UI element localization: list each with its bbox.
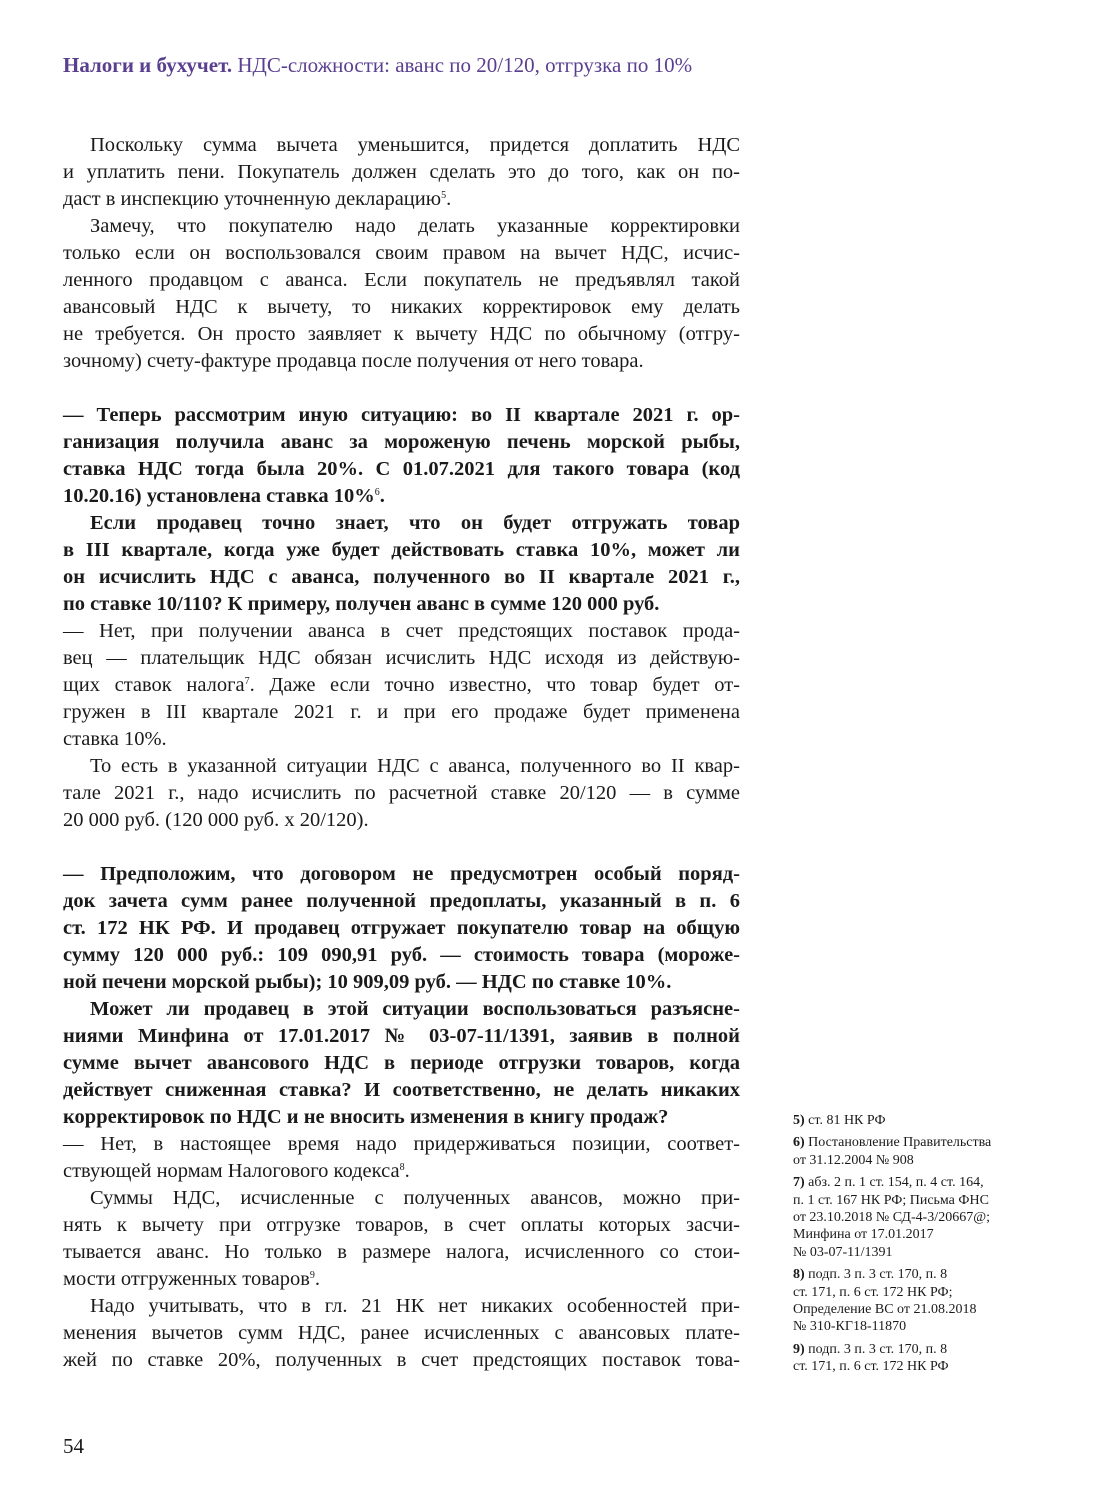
- line-text: Надо учитывать, что в гл. 21 НК нет никаких особенностей при-: [90, 1295, 740, 1317]
- text-line: [63, 1050, 740, 1077]
- section-name: Налоги и бухучет.: [63, 53, 233, 77]
- page-number: 54: [63, 1434, 84, 1458]
- footnote-text: № 310-КГ18-11870: [793, 1319, 907, 1335]
- footnote-line: [793, 1152, 1033, 1169]
- text-line: [63, 1185, 740, 1212]
- line-text: — Предположим, что договором не предусмотрен особый поряд-: [63, 863, 740, 885]
- footnote-ref: 6: [374, 487, 380, 498]
- footnote-line: [793, 1226, 1033, 1243]
- text-line: [63, 456, 740, 483]
- text-line: [63, 213, 740, 240]
- text-section: [63, 132, 740, 375]
- text-line: [63, 429, 740, 456]
- line-text: ниями Минфина от 17.01.2017 № 03-07-11/1391, заявив в полной: [63, 1025, 740, 1047]
- text-line: [63, 132, 740, 159]
- footnote-line: [793, 1318, 1033, 1335]
- line-text: . Даже если точно известно, что товар будет от-: [249, 674, 740, 696]
- question-paragraph: [63, 861, 740, 996]
- line-text: ганизация получила аванс за мороженую печень морской рыбы,: [63, 431, 740, 453]
- text-line: [63, 1131, 740, 1158]
- paragraph: [63, 753, 740, 834]
- paragraph: [63, 132, 740, 213]
- text-line: [63, 186, 740, 213]
- line-text: То есть в указанной ситуации НДС с аванса, полученного во II квар-: [90, 755, 740, 777]
- line-text: ствующей нормам Налогового кодекса: [63, 1160, 400, 1182]
- text-line: [63, 915, 740, 942]
- line-text: менения вычетов сумм НДС, ранее исчисленных с авансовых плате-: [63, 1322, 740, 1344]
- footnote: [793, 1174, 1033, 1261]
- line-text: сумму 120 000 руб.: 109 090,91 руб. — стоимость товара (мороже-: [63, 944, 740, 966]
- paragraph: [63, 1293, 740, 1374]
- line-text: ставка НДС тогда была 20%. С 01.07.2021 для такого товара (код: [63, 458, 740, 480]
- footnote-text: ст. 171, п. 6 ст. 172 НК РФ;: [793, 1284, 953, 1300]
- line-text: тале 2021 г., надо исчислить по расчетной ставке 20/120 — в сумме: [63, 782, 740, 804]
- line-text: ст. 172 НК РФ. И продавец отгружает покупателю товар на общую: [63, 917, 740, 939]
- text-line: [63, 969, 740, 996]
- line-text: 20 000 руб. (120 000 руб. х 20/120).: [63, 809, 369, 831]
- footnote-line: [793, 1301, 1033, 1318]
- footnote-line: [793, 1341, 1033, 1358]
- footnotes: [793, 1112, 1033, 1381]
- footnote-text: ст. 171, п. 6 ст. 172 НК РФ: [793, 1359, 949, 1375]
- line-text: Суммы НДС, исчисленные с полученных авансов, можно при-: [90, 1187, 740, 1209]
- text-line: [63, 483, 740, 510]
- paragraph: [63, 1131, 740, 1185]
- line-text: даст в инспекцию уточненную декларацию: [63, 188, 442, 210]
- line-text: зочному) счету-фактуре продавца после получения от него товара.: [63, 350, 644, 372]
- line-text: — Теперь рассмотрим иную ситуацию: во II квартале 2021 г. ор-: [63, 404, 740, 426]
- text-line: [63, 996, 740, 1023]
- footnote-text: от 23.10.2018 № СД-4-3/20667@;: [793, 1210, 990, 1226]
- line-text: щих ставок налога: [63, 674, 245, 696]
- line-text: только если он воспользовался своим правом на вычет НДС, исчис-: [63, 242, 740, 264]
- text-line: [63, 942, 740, 969]
- question-paragraph: [63, 402, 740, 510]
- footnote-text: абз. 2 п. 1 ст. 154, п. 4 ст. 164,: [808, 1175, 984, 1191]
- line-text: Может ли продавец в этой ситуации воспользоваться разъясне-: [90, 998, 740, 1020]
- footnote-ref: 7: [244, 676, 250, 687]
- line-text: по ставке 10/110? К примеру, получен аванс в сумме 120 000 руб.: [63, 593, 660, 615]
- line-text: ленного продавцом с аванса. Если покупатель не предъявлял такой: [63, 269, 740, 291]
- text-line: [63, 1347, 740, 1374]
- text-line: [63, 348, 740, 375]
- text-line: [63, 1077, 740, 1104]
- footnote-number: 9): [793, 1341, 805, 1357]
- footnote-ref: 8: [399, 1162, 405, 1173]
- line-text: Замечу, что покупателю надо делать указанные корректировки: [90, 215, 740, 237]
- footnote-text: от 31.12.2004 № 908: [793, 1152, 914, 1168]
- text-line: [63, 1158, 740, 1185]
- text-line: [63, 591, 740, 618]
- line-text: .: [314, 1268, 321, 1290]
- footnote-line: [793, 1358, 1033, 1375]
- footnote-line: [793, 1209, 1033, 1226]
- text-line: [63, 1293, 740, 1320]
- text-line: [63, 726, 740, 753]
- text-line: [63, 402, 740, 429]
- footnote: [793, 1266, 1033, 1336]
- footnote: [793, 1341, 1033, 1376]
- text-line: [63, 753, 740, 780]
- footnote-line: [793, 1244, 1033, 1261]
- question-paragraph: [63, 510, 740, 618]
- line-text: авансовый НДС к вычету, то никаких корректировок ему делать: [63, 296, 740, 318]
- footnote-ref: 9: [309, 1270, 315, 1281]
- footnote-text: № 03-07-11/1391: [793, 1244, 893, 1260]
- footnote-number: 7): [793, 1175, 805, 1191]
- line-text: нять к вычету при отгрузке товаров, в счет оплаты которых засчи-: [63, 1214, 740, 1236]
- running-header: [63, 53, 692, 78]
- paragraph: [63, 213, 740, 375]
- line-text: .: [404, 1160, 410, 1182]
- text-line: [63, 807, 740, 834]
- line-text: вец — плательщик НДС обязан исчислить НДС исходя из действую-: [63, 647, 740, 669]
- footnote-line: [793, 1134, 1033, 1151]
- footnote-text: Постановление Правительства: [808, 1135, 992, 1151]
- line-text: он исчислить НДС с аванса, полученного во II квартале 2021 г.,: [63, 566, 740, 588]
- text-line: [63, 699, 740, 726]
- text-line: [63, 321, 740, 348]
- text-line: [63, 1212, 740, 1239]
- footnote-line: [793, 1112, 1033, 1129]
- line-text: тывается аванс. Но только в размере налога, исчисленного со стои-: [63, 1241, 740, 1263]
- line-text: сумме вычет авансового НДС в периоде отгрузки товаров, когда: [63, 1052, 740, 1074]
- footnote-text: подп. 3 п. 3 ст. 170, п. 8: [808, 1267, 948, 1283]
- text-line: [63, 537, 740, 564]
- text-line: [63, 267, 740, 294]
- line-text: ной печени морской рыбы); 10 909,09 руб. — НДС по ставке 10%.: [63, 971, 672, 993]
- footnote-text: подп. 3 п. 3 ст. 170, п. 8: [808, 1341, 948, 1357]
- text-line: [63, 159, 740, 186]
- text-line: [63, 1266, 740, 1293]
- line-text: 10.20.16) установлена ставка 10%: [63, 485, 375, 507]
- text-line: [63, 1239, 740, 1266]
- line-text: .: [379, 485, 385, 507]
- article-title: НДС-сложности: аванс по 20/120, отгрузка по 10%: [237, 53, 693, 77]
- footnote-text: Минфина от 17.01.2017: [793, 1227, 934, 1243]
- text-line: [63, 861, 740, 888]
- text-line: [63, 672, 740, 699]
- line-text: док зачета сумм ранее полученной предоплаты, указанный в п. 6: [63, 890, 740, 912]
- text-line: [63, 1104, 740, 1131]
- line-text: в III квартале, когда уже будет действовать ставка 10%, может ли: [63, 539, 740, 561]
- footnote-text: Определение ВС от 21.08.2018: [793, 1302, 977, 1318]
- question-paragraph: [63, 996, 740, 1131]
- footnote-line: [793, 1266, 1033, 1283]
- text-line: [63, 564, 740, 591]
- line-text: не требуется. Он просто заявляет к вычету НДС по обычному (отгру-: [63, 323, 740, 345]
- footnote: [793, 1134, 1033, 1169]
- line-text: ставка 10%.: [63, 728, 167, 750]
- footnote-text: ст. 81 НК РФ: [808, 1113, 886, 1128]
- line-text: .: [446, 188, 452, 210]
- article-body: [63, 132, 740, 1374]
- footnote-number: 8): [793, 1267, 805, 1283]
- line-text: мости отгруженных товаров: [63, 1268, 310, 1290]
- text-section: [63, 861, 740, 1374]
- paragraph: [63, 618, 740, 753]
- line-text: — Нет, в настоящее время надо придерживаться позиции, соответ-: [63, 1133, 740, 1155]
- text-line: [63, 645, 740, 672]
- line-text: действует сниженная ставка? И соответственно, не делать никаких: [63, 1079, 740, 1101]
- text-line: [63, 240, 740, 267]
- line-text: Поскольку сумма вычета уменьшится, придется доплатить НДС: [90, 134, 740, 156]
- text-line: [63, 1023, 740, 1050]
- paragraph: [63, 1185, 740, 1293]
- line-text: жей по ставке 20%, полученных в счет предстоящих поставок това-: [63, 1349, 740, 1371]
- line-text: и уплатить пени. Покупатель должен сделать это до того, как он по-: [63, 161, 740, 183]
- footnote-line: [793, 1284, 1033, 1301]
- footnote-line: [793, 1192, 1033, 1209]
- text-section: [63, 402, 740, 834]
- text-line: [63, 780, 740, 807]
- footnote-number: 5): [793, 1113, 805, 1128]
- text-line: [63, 294, 740, 321]
- line-text: Если продавец точно знает, что он будет отгружать товар: [90, 512, 740, 534]
- line-text: гружен в III квартале 2021 г. и при его продаже будет применена: [63, 701, 740, 723]
- footnote-number: 6): [793, 1135, 805, 1151]
- text-line: [63, 1320, 740, 1347]
- text-line: [63, 888, 740, 915]
- line-text: — Нет, при получении аванса в счет предстоящих поставок прода-: [63, 620, 740, 642]
- text-line: [63, 618, 740, 645]
- footnote-ref: 5: [441, 190, 447, 201]
- line-text: корректировок по НДС и не вносить изменения в книгу продаж?: [63, 1106, 669, 1128]
- text-line: [63, 510, 740, 537]
- footnote: [793, 1112, 1033, 1129]
- footnote-line: [793, 1174, 1033, 1191]
- footnote-text: п. 1 ст. 167 НК РФ; Письма ФНС: [793, 1192, 989, 1208]
